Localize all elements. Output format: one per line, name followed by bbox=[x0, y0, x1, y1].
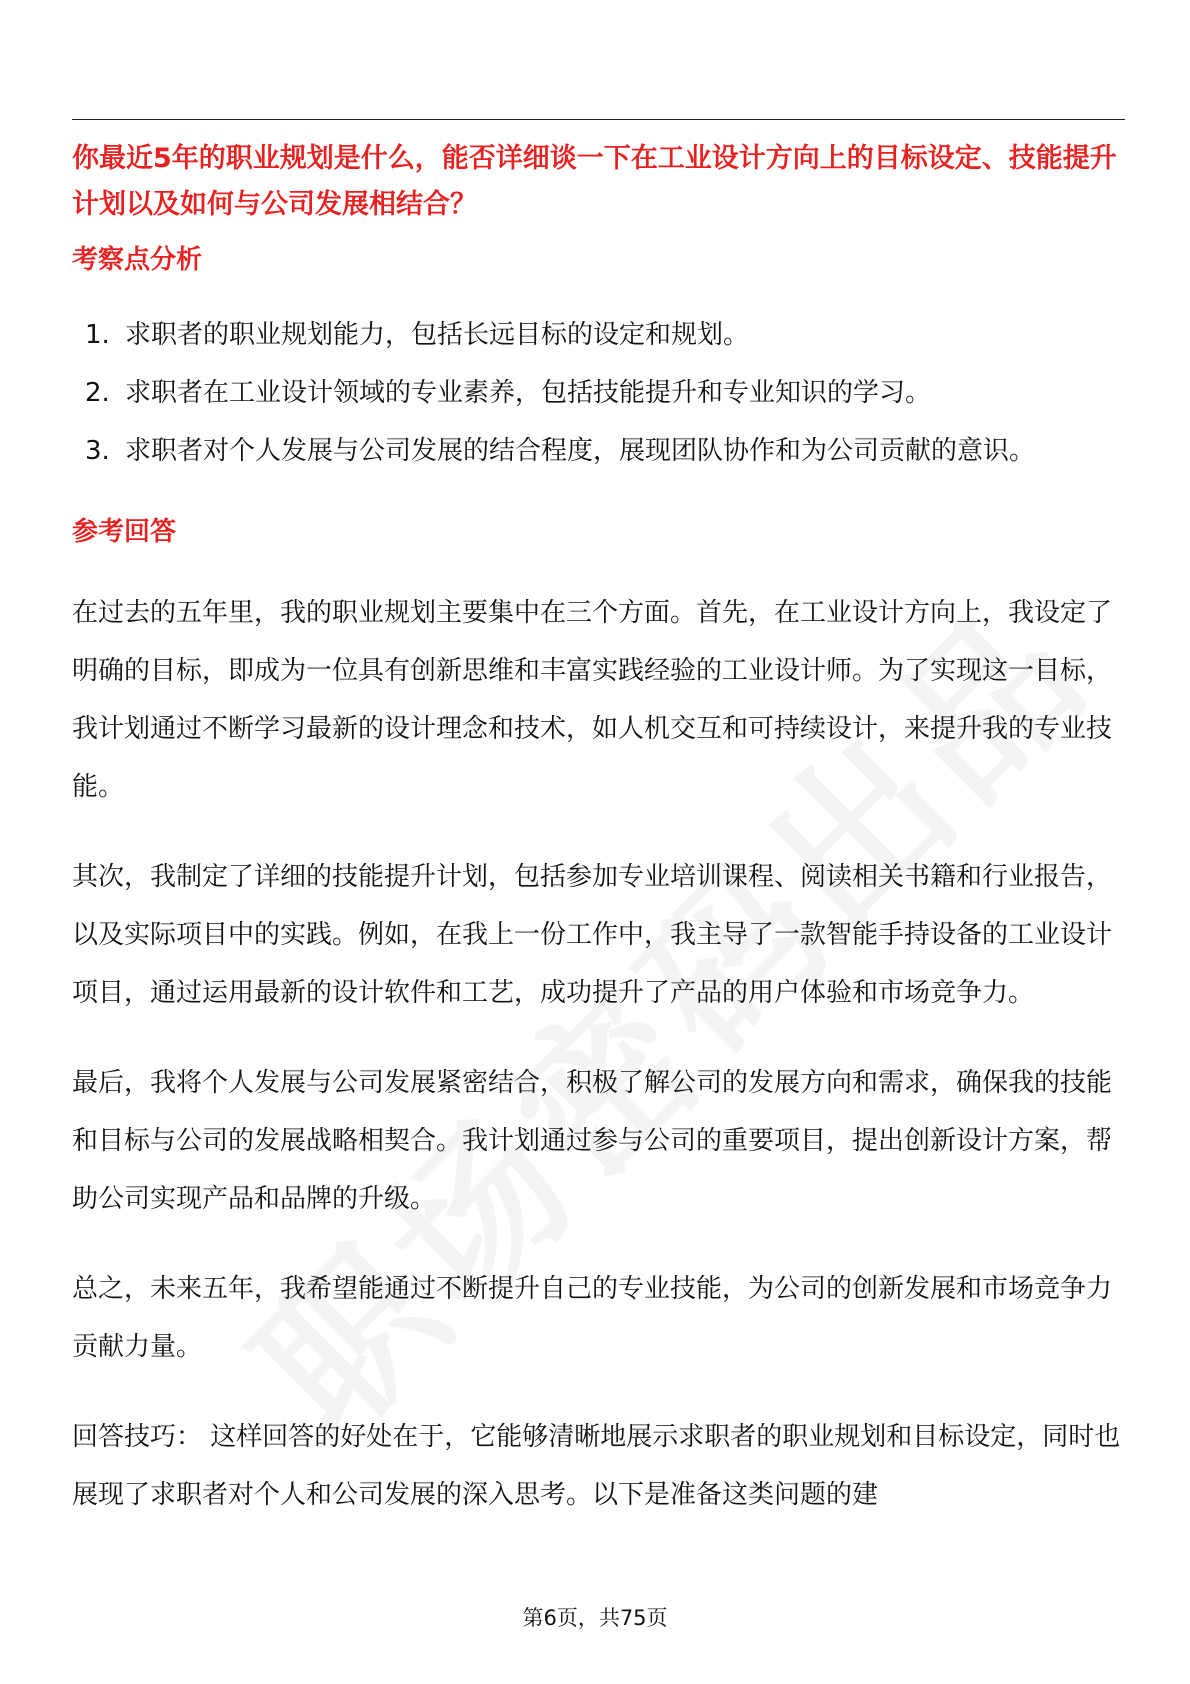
question-title: 你最近5年的职业规划是什么，能否详细谈一下在工业设计方向上的目标设定、技能提升计划以及如何与公司发展相结合？ bbox=[72, 143, 1117, 220]
content bbox=[72, 136, 1125, 1524]
analysis-point bbox=[72, 364, 1125, 422]
point-number: 2. bbox=[85, 378, 110, 408]
header-rule bbox=[72, 119, 1125, 120]
point-text: 求职者的职业规划能力，包括长远目标的设定和规划。 bbox=[125, 320, 750, 350]
answer-heading: 参考回答 bbox=[72, 517, 177, 547]
analysis-heading: 考察点分析 bbox=[72, 245, 203, 275]
point-text: 求职者在工业设计领域的专业素养，包括技能提升和专业知识的学习。 bbox=[125, 378, 932, 408]
answer-tips-paragraph: 回答技巧： 这样回答的好处在于，它能够清晰地展示求职者的职业规划和目标设定，同时也展现了求职者对个人和公司发展的深入思考。以下是准备这类问题的建 bbox=[72, 1422, 1121, 1510]
analysis-point bbox=[72, 306, 1125, 364]
answer-paragraph: 总之，未来五年，我希望能通过不断提升自己的专业技能，为公司的创新发展和市场竞争力贡献力量。 bbox=[72, 1274, 1113, 1362]
point-text: 求职者对个人发展与公司发展的结合程度，展现团队协作和为公司贡献的意识。 bbox=[125, 436, 1036, 466]
answer-paragraph: 在过去的五年里，我的职业规划主要集中在三个方面。首先，在工业设计方向上，我设定了明确的目标，即成为一位具有创新思维和丰富实践经验的工业设计师。为了实现这一目标，我计划通过不断学习最新的设计理念和技术，如人机交互和可持续设计，来提升我的专业技能。 bbox=[72, 598, 1113, 802]
point-number: 3. bbox=[85, 436, 110, 466]
answer-paragraph: 最后，我将个人发展与公司发展紧密结合，积极了解公司的发展方向和需求，确保我的技能和目标与公司的发展战略相契合。我计划通过参与公司的重要项目，提出创新设计方案，帮助公司实现产品和品牌的升级。 bbox=[72, 1068, 1113, 1214]
point-number: 1. bbox=[85, 320, 110, 350]
answer-paragraph: 其次，我制定了详细的技能提升计划，包括参加专业培训课程、阅读相关书籍和行业报告，以及实际项目中的实践。例如，在我上一份工作中，我主导了一款智能手持设备的工业设计项目，通过运用最新的设计软件和工艺，成功提升了产品的用户体验和市场竞争力。 bbox=[72, 862, 1113, 1008]
page-number: 第6页，共75页 bbox=[522, 1606, 668, 1630]
analysis-point bbox=[72, 422, 1125, 480]
analysis-list bbox=[72, 306, 1125, 480]
